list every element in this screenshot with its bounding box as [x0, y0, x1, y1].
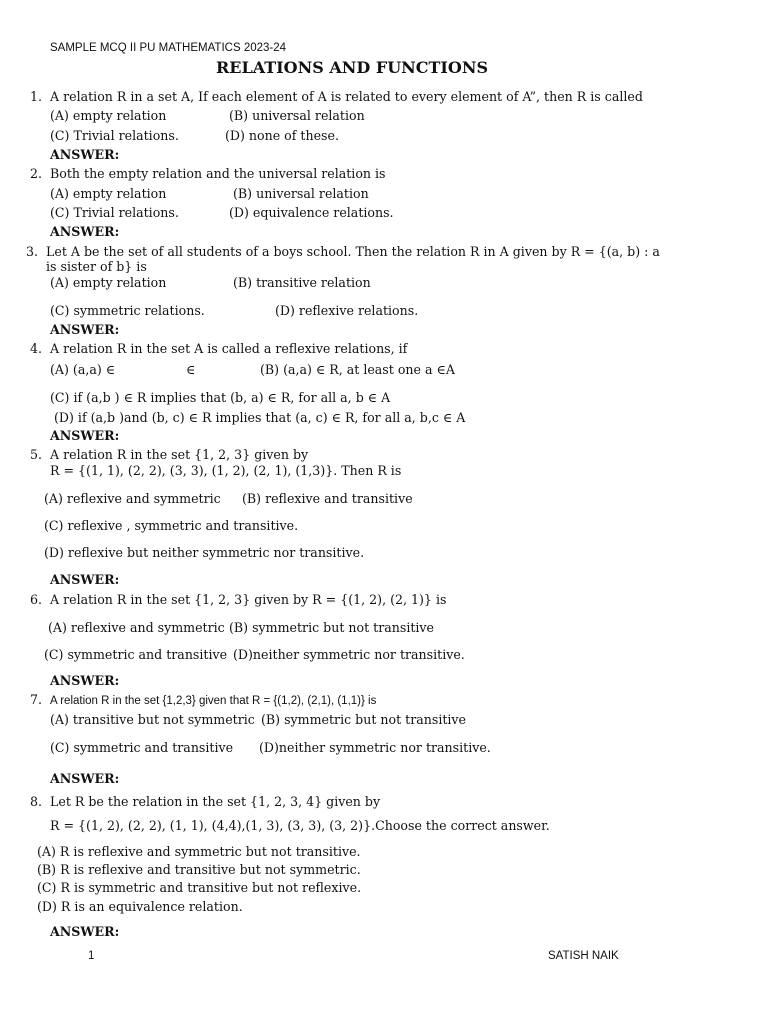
question-6: 6. A relation R in the set {1, 2, 3} given by R = {(1, 2), (2, 1)} is [30, 592, 447, 607]
q3-option-d: (D) reflexive relations. [275, 303, 419, 318]
q6-option-d: (D)neither symmetric nor transitive. [233, 647, 465, 662]
q6-option-a: (A) reflexive and symmetric [48, 620, 225, 635]
q8-option-a: (A) R is reflexive and symmetric but not transitive. [37, 844, 361, 859]
q3-option-b: (B) transitive relation [233, 275, 371, 290]
question-1-text: A relation R in a set A, If each element of A is related to every element of A”, then R is called [50, 89, 643, 104]
page-title: RELATIONS AND FUNCTIONS [215, 58, 489, 77]
q1-option-c: (C) Trivial relations. [50, 128, 179, 143]
footer-author: SATISH NAIK [548, 950, 619, 962]
question-8-text-line-1: Let R be the relation in the set {1, 2, 3, 4} given by [50, 794, 381, 809]
question-2: 2. Both the empty relation and the universal relation is [30, 166, 386, 181]
q3-answer-label: ANSWER: [50, 322, 120, 337]
q7-option-b: (B) symmetric but not transitive [261, 712, 467, 727]
question-8-text-line-2: R = {(1, 2), (2, 2), (1, 1), (4,4),(1, 3), (3, 3), (3, 2)}.Choose the correct answer. [50, 818, 550, 833]
question-1: 1. A relation R in a set A, If each element of A is related to every element of A”, then R is called [30, 89, 643, 104]
question-5: 5. A relation R in the set {1, 2, 3} given by [30, 447, 309, 462]
q5-option-c: (C) reflexive , symmetric and transitive. [44, 518, 299, 533]
q4-option-c: (C) if (a,b ) ∈ R implies that (b, a) ∈ R, for all a, b ∈ A [50, 390, 391, 405]
q6-option-c: (C) symmetric and transitive [44, 647, 228, 662]
q6-answer-label: ANSWER: [50, 673, 120, 688]
q7-option-a: (A) transitive but not symmetric [50, 712, 255, 727]
question-2-text: Both the empty relation and the universal relation is [50, 166, 386, 181]
header-course: SAMPLE MCQ II PU MATHEMATICS 2023-24 [50, 42, 287, 54]
q4-answer-label: ANSWER: [50, 428, 120, 443]
q5-option-d: (D) reflexive but neither symmetric nor transitive. [44, 545, 365, 560]
q8-option-d: (D) R is an equivalence relation. [37, 899, 243, 914]
q3-option-c: (C) symmetric relations. [50, 303, 205, 318]
question-8: 8. Let R be the relation in the set {1, 2, 3, 4} given by [30, 794, 381, 809]
q4-option-b: (B) (a,a) ∈ R, at least one a ∈A [260, 362, 455, 377]
question-3: 3. Let A be the set of all students of a boys school. Then the relation R in A given by R = {(a, b) : a [26, 244, 660, 259]
question-4-text: A relation R in the set A is called a reflexive relations, if [50, 341, 408, 356]
question-7-text: A relation R in the set {1,2,3} given that R = {(1,2), (2,1), (1,1)} is [50, 695, 377, 707]
q4-option-a: (A) (a,a) ∈ [50, 362, 116, 377]
question-3-text-line-1: Let A be the set of all students of a boys school. Then the relation R in A given by R = {(a, b) : a [46, 244, 660, 259]
page-number: 1 [88, 950, 95, 962]
q5-answer-label: ANSWER: [50, 572, 120, 587]
q2-answer-label: ANSWER: [50, 224, 120, 239]
q2-option-c: (C) Trivial relations. [50, 205, 179, 220]
question-3-text-line-2: is sister of b} is [46, 259, 147, 274]
question-5-text-line-2: R = {(1, 1), (2, 2), (3, 3), (1, 2), (2, 1), (1,3)}. Then R is [50, 463, 402, 478]
q8-option-c: (C) R is symmetric and transitive but not reflexive. [37, 880, 362, 895]
q2-option-d: (D) equivalence relations. [229, 205, 394, 220]
q1-option-d: (D) none of these. [225, 128, 339, 143]
q5-option-b: (B) reflexive and transitive [242, 491, 413, 506]
q2-option-b: (B) universal relation [233, 186, 369, 201]
q7-option-d: (D)neither symmetric nor transitive. [259, 740, 491, 755]
q1-option-b: (B) universal relation [229, 108, 365, 123]
q4-option-a-element-of: ∈ [186, 362, 196, 377]
q4-option-d: (D) if (a,b )and (b, c) ∈ R implies that (a, c) ∈ R, for all a, b,c ∈ A [54, 410, 466, 425]
q2-option-a: (A) empty relation [50, 186, 167, 201]
q3-option-a: (A) empty relation [50, 275, 167, 290]
q7-option-c: (C) symmetric and transitive [50, 740, 234, 755]
q8-option-b: (B) R is reflexive and transitive but not symmetric. [37, 862, 361, 877]
question-7: 7. A relation R in the set {1,2,3} given that R = {(1,2), (2,1), (1,1)} is [30, 692, 377, 707]
q7-answer-label: ANSWER: [50, 771, 120, 786]
question-5-text-line-1: A relation R in the set {1, 2, 3} given by [50, 447, 309, 462]
q1-answer-label: ANSWER: [50, 147, 120, 162]
question-6-text: A relation R in the set {1, 2, 3} given by R = {(1, 2), (2, 1)} is [50, 592, 447, 607]
q8-answer-label: ANSWER: [50, 924, 120, 939]
question-4: 4. A relation R in the set A is called a reflexive relations, if [30, 341, 408, 356]
q5-option-a: (A) reflexive and symmetric [44, 491, 221, 506]
q6-option-b: (B) symmetric but not transitive [229, 620, 435, 635]
q1-option-a: (A) empty relation [50, 108, 167, 123]
